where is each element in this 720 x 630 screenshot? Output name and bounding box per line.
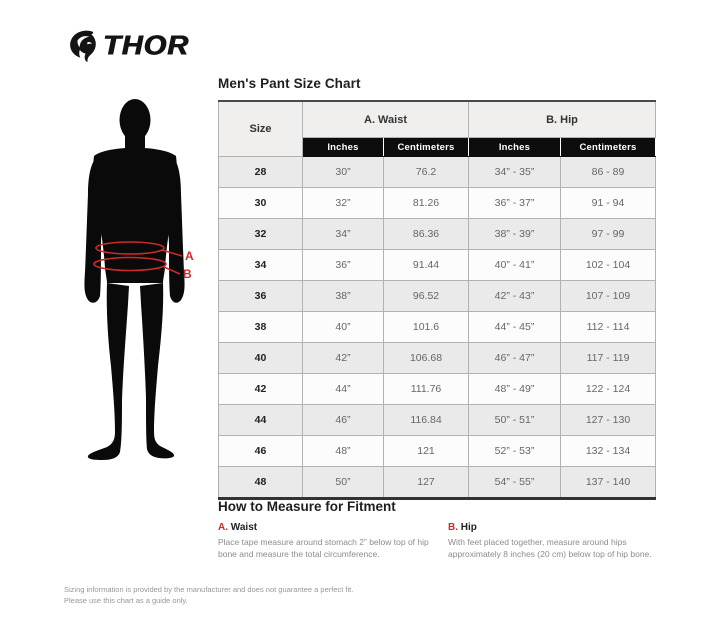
brand-wordmark: THOR — [103, 30, 190, 61]
table-row — [219, 405, 656, 436]
size-cell: 46 — [219, 436, 303, 467]
table-row — [219, 250, 656, 281]
disclaimer-line1: Sizing information is provided by the manufacturer and does not guarantee a perfect fit. — [64, 585, 354, 594]
hip-cm-cell: 91 - 94 — [561, 188, 656, 219]
hip-cm-cell: 117 - 119 — [561, 343, 656, 374]
hip-inches-cell: 54” - 55” — [469, 467, 561, 499]
waist-name: Waist — [230, 522, 258, 533]
table-row — [219, 343, 656, 374]
size-cell: 28 — [219, 157, 303, 188]
size-cell: 48 — [219, 467, 303, 499]
hip-inches-cell: 38” - 39” — [469, 219, 561, 250]
subheader-hip-centimeters: Centimeters — [561, 138, 656, 157]
hip-inches-cell: 36” - 37” — [469, 188, 561, 219]
hip-inches-cell: 44” - 45” — [469, 312, 561, 343]
size-cell: 44 — [219, 405, 303, 436]
howto-waist-label — [218, 522, 438, 533]
size-table-body — [219, 157, 656, 499]
howto-waist — [218, 522, 438, 561]
waist-inches-cell: 30” — [303, 157, 384, 188]
col-group-hip: B. Hip — [469, 101, 656, 138]
silhouette-body — [84, 99, 184, 460]
hip-cm-cell: 137 - 140 — [561, 467, 656, 499]
size-cell: 42 — [219, 374, 303, 405]
hip-cm-cell: 127 - 130 — [561, 405, 656, 436]
hip-instructions: With feet placed together, measure around hips approximately 8 inches (20 cm) below top of hip bone. — [448, 537, 652, 560]
hip-letter: B. — [448, 522, 458, 533]
hip-inches-cell: 50” - 51” — [469, 405, 561, 436]
hip-inches-cell: 34” - 35” — [469, 157, 561, 188]
waist-cm-cell: 96.52 — [384, 281, 469, 312]
waist-cm-cell: 76.2 — [384, 157, 469, 188]
hip-inches-cell: 46” - 47” — [469, 343, 561, 374]
subheader-waist-inches: Inches — [303, 138, 384, 157]
waist-cm-cell: 111.76 — [384, 374, 469, 405]
size-cell: 32 — [219, 219, 303, 250]
table-row — [219, 436, 656, 467]
waist-inches-cell: 50” — [303, 467, 384, 499]
waist-cm-cell: 101.6 — [384, 312, 469, 343]
hip-inches-cell: 48” - 49” — [469, 374, 561, 405]
col-group-waist: A. Waist — [303, 101, 469, 138]
waist-instructions: Place tape measure around stomach 2” below top of hip bone and measure the total circumference. — [218, 537, 429, 560]
figure-label-b: B — [183, 267, 192, 281]
male-silhouette-figure — [58, 94, 203, 464]
size-cell: 34 — [219, 250, 303, 281]
table-row — [219, 219, 656, 250]
figure-label-a: A — [185, 249, 194, 263]
waist-inches-cell: 32” — [303, 188, 384, 219]
waist-inches-cell: 40” — [303, 312, 384, 343]
brand-logo — [68, 30, 189, 62]
hip-cm-cell: 107 - 109 — [561, 281, 656, 312]
table-row — [219, 374, 656, 405]
chart-title: Men's Pant Size Chart — [218, 76, 361, 91]
waist-cm-cell: 116.84 — [384, 405, 469, 436]
table-row — [219, 281, 656, 312]
size-cell: 38 — [219, 312, 303, 343]
waist-inches-cell: 42” — [303, 343, 384, 374]
hip-cm-cell: 122 - 124 — [561, 374, 656, 405]
waist-inches-cell: 48” — [303, 436, 384, 467]
hip-cm-cell: 112 - 114 — [561, 312, 656, 343]
size-cell: 36 — [219, 281, 303, 312]
howto-hip-label — [448, 522, 668, 533]
size-cell: 30 — [219, 188, 303, 219]
waist-cm-cell: 127 — [384, 467, 469, 499]
hip-name: Hip — [460, 522, 477, 533]
waist-letter: A. — [218, 522, 228, 533]
subheader-hip-inches: Inches — [469, 138, 561, 157]
howto-title: How to Measure for Fitment — [218, 499, 396, 514]
col-header-size: Size — [219, 101, 303, 157]
waist-cm-cell: 81.26 — [384, 188, 469, 219]
waist-inches-cell: 38” — [303, 281, 384, 312]
thor-goat-icon — [68, 30, 100, 62]
waist-cm-cell: 106.68 — [384, 343, 469, 374]
waist-cm-cell: 121 — [384, 436, 469, 467]
waist-cm-cell: 86.36 — [384, 219, 469, 250]
waist-cm-cell: 91.44 — [384, 250, 469, 281]
hip-inches-cell: 40” - 41” — [469, 250, 561, 281]
subheader-waist-centimeters: Centimeters — [384, 138, 469, 157]
table-row — [219, 312, 656, 343]
size-table — [218, 100, 656, 500]
hip-cm-cell: 97 - 99 — [561, 219, 656, 250]
waist-inches-cell: 44” — [303, 374, 384, 405]
waist-inches-cell: 34” — [303, 219, 384, 250]
waist-inches-cell: 36” — [303, 250, 384, 281]
hip-cm-cell: 86 - 89 — [561, 157, 656, 188]
table-row — [219, 157, 656, 188]
table-row — [219, 467, 656, 499]
size-cell: 40 — [219, 343, 303, 374]
hip-cm-cell: 132 - 134 — [561, 436, 656, 467]
hip-cm-cell: 102 - 104 — [561, 250, 656, 281]
howto-hip — [448, 522, 668, 561]
hip-inches-cell: 42” - 43” — [469, 281, 561, 312]
table-row — [219, 188, 656, 219]
table-header-row — [219, 101, 656, 138]
disclaimer-line2: Please use this chart as a guide only. — [64, 596, 188, 606]
hip-inches-cell: 52” - 53” — [469, 436, 561, 467]
disclaimer — [64, 584, 364, 607]
waist-inches-cell: 46” — [303, 405, 384, 436]
